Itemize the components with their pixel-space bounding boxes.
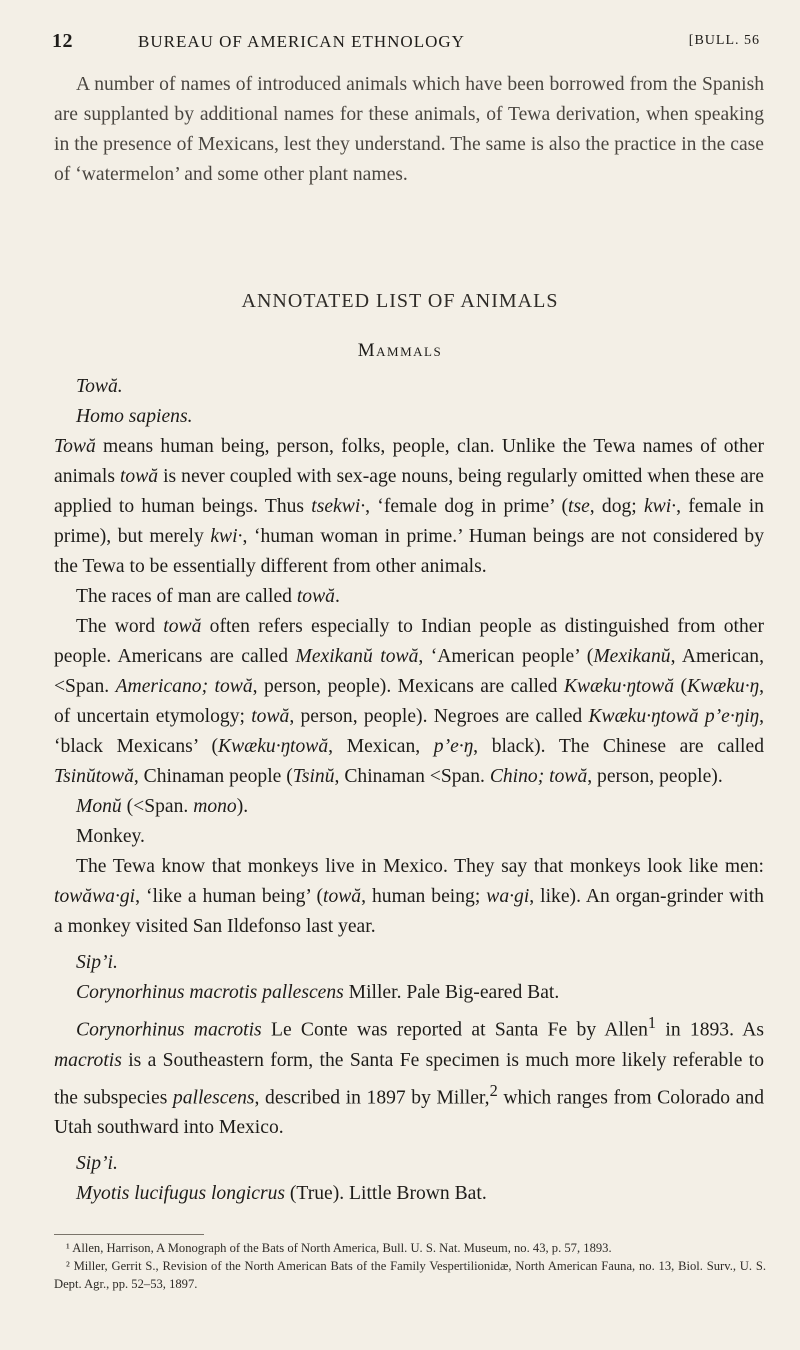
entry-name-monu: Monŭ (<Span. mono). xyxy=(76,796,249,817)
term: towă xyxy=(323,886,362,907)
term: pallescens xyxy=(172,1087,255,1109)
intro-paragraph: A number of names of introduced animals which have been borrowed from the Spanish are supplanted by additional names for these animals, of Tewa derivation, when speaking in the presence of Mexicans, lest they understand. The same is also the practice in the case of ‘watermelon’ and some other plant names. xyxy=(54,74,764,185)
term: Towă xyxy=(54,436,96,457)
footnote-ref[interactable]: 1 xyxy=(647,1013,657,1032)
monu-paragraph-1: The Tewa know that monkeys live in Mexico. They say that monkeys look like men: towăwa·gi, ‘like a human being’ (towă, human being; wa·gi, like). An organ-grinder with a monkey visited San Ildefonso last year. xyxy=(54,856,764,937)
term: Corynorhinus macrotis xyxy=(76,1019,262,1041)
term: Tsinŭ xyxy=(292,766,335,787)
term: towă xyxy=(296,586,335,607)
term: Americano; towă xyxy=(115,676,253,697)
scientific-name: Homo sapiens. xyxy=(76,406,193,427)
footnote-ref[interactable]: 2 xyxy=(489,1080,498,1100)
term: Mexikanŭ towă xyxy=(295,646,419,667)
term: Kwæku·ŋtowă xyxy=(218,736,329,757)
term: tsekwi· xyxy=(311,496,366,517)
page-header xyxy=(52,30,760,60)
sipi-paragraph-1: Corynorhinus macrotis Le Conte was reported at Santa Fe by Allen$^1$ in 1893. As macrotis is a Southeastern form, the Santa Fe specimen is much more likely referable to the subspecies pallescens, described in 1897 by Miller,$^2$ which ranges from Colorado and Utah southward into Mexico. xyxy=(54,1013,764,1139)
subsection-heading: Mammals xyxy=(357,340,443,361)
entry-name-towa: Towă. xyxy=(76,376,123,397)
term: p’e·ŋ xyxy=(433,736,474,757)
term: Mexikanŭ xyxy=(593,646,671,667)
term: kwi· xyxy=(210,526,243,547)
term: Kwæku·ŋtowă xyxy=(563,676,675,697)
footnote-divider xyxy=(54,1234,204,1235)
towa-paragraph-2: The races of man are called towă. xyxy=(76,586,340,607)
term: kwi· xyxy=(643,496,677,517)
term: wa·gi xyxy=(486,886,530,907)
bulletin-label: [BULL. 56 xyxy=(688,33,760,48)
footnote-1: ¹ Allen, Harrison, A Monograph of the Bats of North America, Bull. U. S. Nat. Museum, no. 43, p. 57, 1893. xyxy=(66,1241,612,1255)
term: towă xyxy=(251,706,290,727)
entries-body xyxy=(54,372,764,1209)
term: Tsinŭtowă xyxy=(54,766,134,787)
section-heading: ANNOTATED LIST OF ANIMALS xyxy=(241,290,559,312)
entry-name-sipi: Sip’i. xyxy=(76,1153,118,1175)
entry-name-sipi: Sip’i. xyxy=(76,952,118,973)
term: Kwæku·ŋtowă p’e·ŋiŋ xyxy=(588,706,760,727)
term: towăwa·gi xyxy=(54,886,136,907)
term: Kwæku·ŋ xyxy=(687,676,760,697)
term: Chino; towă xyxy=(489,766,588,787)
towa-paragraph-3: The word towă often refers especially to Indian people as distinguished from other people. Americans are called Mexikanŭ towă, ‘American people’ (Mexikanŭ, American, <Span. Americano; towă, person, people). Mexicans are called Kwæku·ŋtowă (Kwæku·ŋ, of uncertain etymology; towă, person, people). Negroes are called Kwæku·ŋtowă p’e·ŋiŋ, ‘black Mexicans’ (Kwæku·ŋtowă, Mexican, p’e·ŋ, black). The Chinese are called Tsinŭtowă, Chinaman people (Tsinŭ, Chinaman <Span. Chino; towă, person, people). xyxy=(54,616,765,787)
towa-paragraph-1: Towă means human being, person, folks, people, clan. Unlike the Tewa names of other animals towă is never coupled with sex-age nouns, being regularly omitted when these are applied to human beings. Thus tsekwi·, ‘female dog in prime’ (tse, dog; kwi·, female in prime), but merely kwi·, ‘human woman in prime.’ Human beings are not considered by the Tewa to be essentially different from other animals. xyxy=(54,436,765,577)
term: macrotis xyxy=(54,1049,122,1071)
english-name: Monkey. xyxy=(76,826,145,847)
running-title: BUREAU OF AMERICAN ETHNOLOGY xyxy=(138,32,465,51)
term: towă xyxy=(163,616,202,637)
footnote-2: ² Miller, Gerrit S., Revision of the North American Bats of the Family Vespertilionidæ, North American Fauna, no. 13, Biol. Surv., U. S. Dept. Agr., pp. 52–53, 1897. xyxy=(54,1259,766,1291)
scientific-name-line: Myotis lucifugus longicrus (True). Little Brown Bat. xyxy=(76,1183,487,1205)
page-number: 12 xyxy=(52,30,73,52)
term: towă xyxy=(119,466,159,487)
scientific-name-line: Corynorhinus macrotis pallescens Miller. Pale Big-eared Bat. xyxy=(76,982,560,1003)
term: tse xyxy=(568,496,590,517)
footnotes xyxy=(54,1234,766,1293)
